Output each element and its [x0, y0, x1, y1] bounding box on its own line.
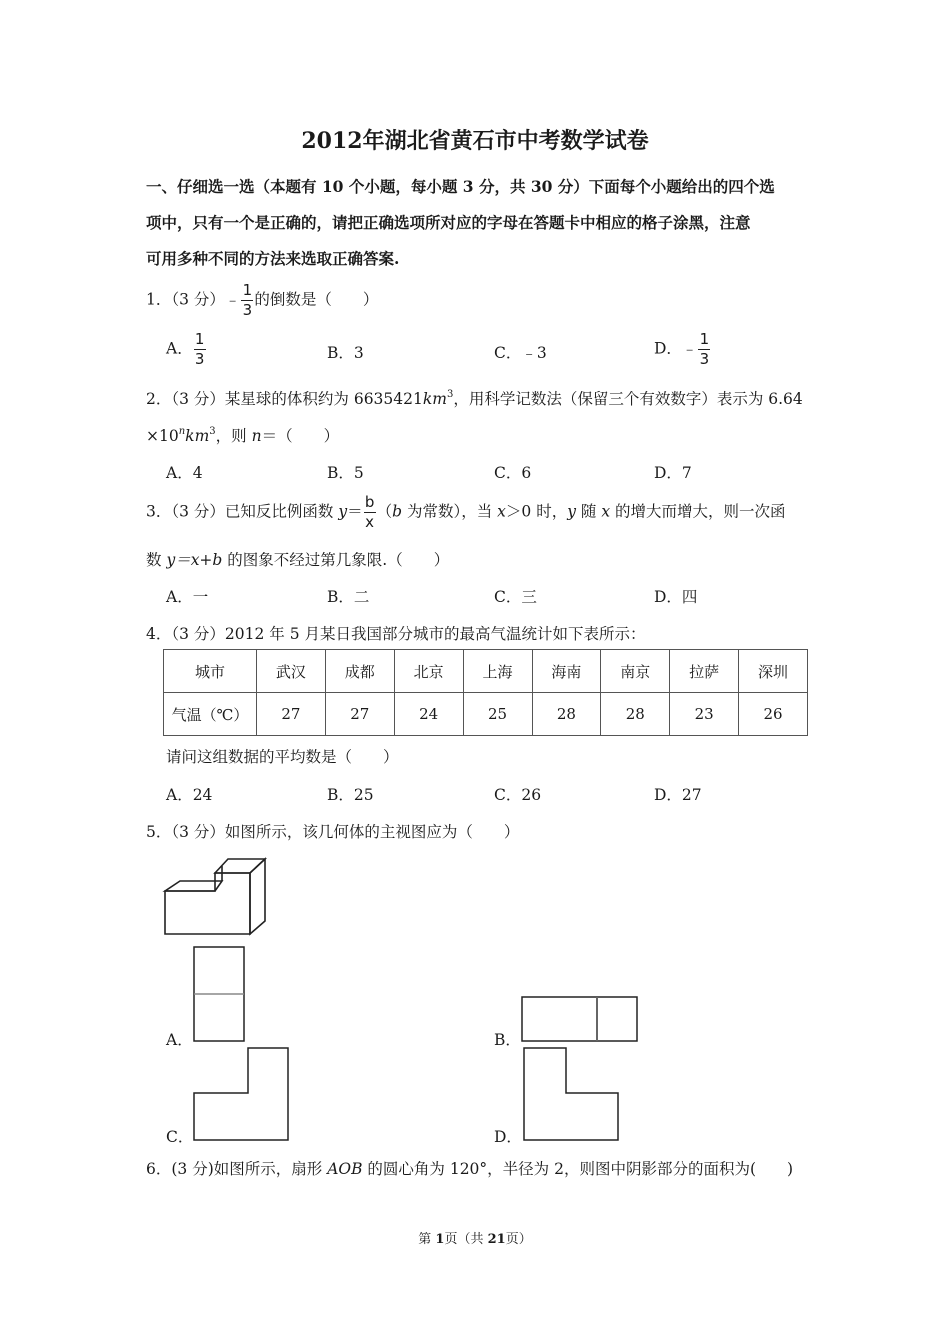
table-cell: 城市	[164, 650, 257, 693]
table-cell: 上海	[463, 650, 532, 693]
q2-option-a[interactable]: A．4	[166, 464, 203, 482]
q4-option-c[interactable]: C．26	[494, 786, 542, 804]
q5-option-a-figure[interactable]	[190, 945, 250, 1045]
q2-option-d[interactable]: D．7	[654, 464, 692, 482]
table-cell: 27	[325, 693, 394, 736]
page-footer: 第 1页（共 21页）	[418, 1232, 532, 1247]
question-4-question: 请问这组数据的平均数是（ ）	[166, 748, 399, 766]
fraction-one-third: $\frac{1}{3}$	[242, 281, 253, 319]
q4-option-a[interactable]: A．24	[166, 786, 213, 804]
question-2-line1: 2．（3 分）某星球的体积约为 $6635421km^3$，用科学记数法（保留三个有效数字）表示为 6.64	[146, 389, 803, 408]
q4-option-b[interactable]: B．25	[327, 786, 374, 804]
q4-option-d[interactable]: D．27	[654, 786, 702, 804]
question-1-stem: 1．（3 分）﹣ $\frac{1}{3}$ 的倒数是（ ）	[146, 281, 379, 319]
solid-3d-figure	[160, 855, 270, 940]
table-cell: 27	[257, 693, 326, 736]
question-5-stem: 5．（3 分）如图所示，该几何体的主视图应为（ ）	[146, 823, 520, 841]
table-cell: 28	[532, 693, 601, 736]
q5-option-a[interactable]: A．	[166, 1031, 193, 1049]
question-2-line2: $\times 10^nkm^3$，则 n＝（ ）	[146, 426, 340, 445]
q1-option-d[interactable]: D．﹣ $\frac{1}{3}$	[654, 330, 710, 368]
q2-option-c[interactable]: C．6	[494, 464, 532, 482]
q5-option-d-figure[interactable]	[520, 1045, 625, 1145]
question-3-line2: 数 y＝x+b 的图象不经过第几象限.（ ）	[146, 551, 450, 569]
fraction-b-over-x: $\frac{b}{x}$	[364, 493, 375, 531]
section-instruction-line3: 可用多种不同的方法来选取正确答案.	[146, 249, 400, 268]
q5-option-c[interactable]: C．	[166, 1128, 194, 1146]
total-pages: 21	[487, 1232, 506, 1247]
q3-option-c[interactable]: C．三	[494, 588, 537, 606]
page-title: 2012年湖北省黄石市中考数学试卷	[301, 128, 649, 154]
q3-option-d[interactable]: D．四	[654, 588, 698, 606]
q1-option-c[interactable]: C．﹣3	[494, 344, 547, 362]
table-cell: 24	[394, 693, 463, 736]
section-instruction-line1: 一、仔细选一选（本题有 10 个小题，每小题 3 分，共 30 分）下面每个小题给出的四个选	[146, 177, 775, 196]
q5-option-c-figure[interactable]	[190, 1045, 295, 1145]
table-cell: 北京	[394, 650, 463, 693]
table-cell: 南京	[601, 650, 670, 693]
current-page-number: 1	[435, 1232, 445, 1247]
table-cell: 海南	[532, 650, 601, 693]
table-cell: 武汉	[257, 650, 326, 693]
table-cell: 25	[463, 693, 532, 736]
question-3-line1: 3．（3 分）已知反比例函数 y＝ $\frac{b}{x}$ （b 为常数），当 x＞0 时，y 随 x 的增大而增大，则一次函	[146, 493, 786, 531]
q1-option-a[interactable]: A． $\frac{1}{3}$	[166, 330, 205, 368]
table-row	[164, 693, 808, 736]
table-cell: 气温（℃）	[164, 693, 257, 736]
q3-option-a[interactable]: A．一	[166, 588, 209, 606]
q2-option-b[interactable]: B．5	[327, 464, 364, 482]
q1-option-b[interactable]: B．3	[327, 344, 364, 362]
section-instruction-line2: 项中，只有一个是正确的，请把正确选项所对应的字母在答题卡中相应的格子涂黑，注意	[146, 213, 751, 232]
table-cell: 拉萨	[670, 650, 739, 693]
table-cell: 成都	[325, 650, 394, 693]
q5-option-b-figure[interactable]	[518, 994, 643, 1046]
question-4-stem: 4．（3 分）2012 年 5 月某日我国部分城市的最高气温统计如下表所示：	[146, 625, 646, 643]
table-cell: 深圳	[739, 650, 808, 693]
table-cell: 23	[670, 693, 739, 736]
q3-option-b[interactable]: B．二	[327, 588, 370, 606]
table-header-row	[164, 650, 808, 693]
question-6-stem: 6．(3 分)如图所示，扇形 AOB 的圆心角为 120°，半径为 2，则图中阴影部分的面积为( )	[146, 1160, 794, 1178]
q5-option-d[interactable]: D．	[494, 1128, 522, 1146]
temperature-table	[163, 649, 808, 736]
table-cell: 26	[739, 693, 808, 736]
q5-option-b[interactable]: B．	[494, 1031, 521, 1049]
table-cell: 28	[601, 693, 670, 736]
